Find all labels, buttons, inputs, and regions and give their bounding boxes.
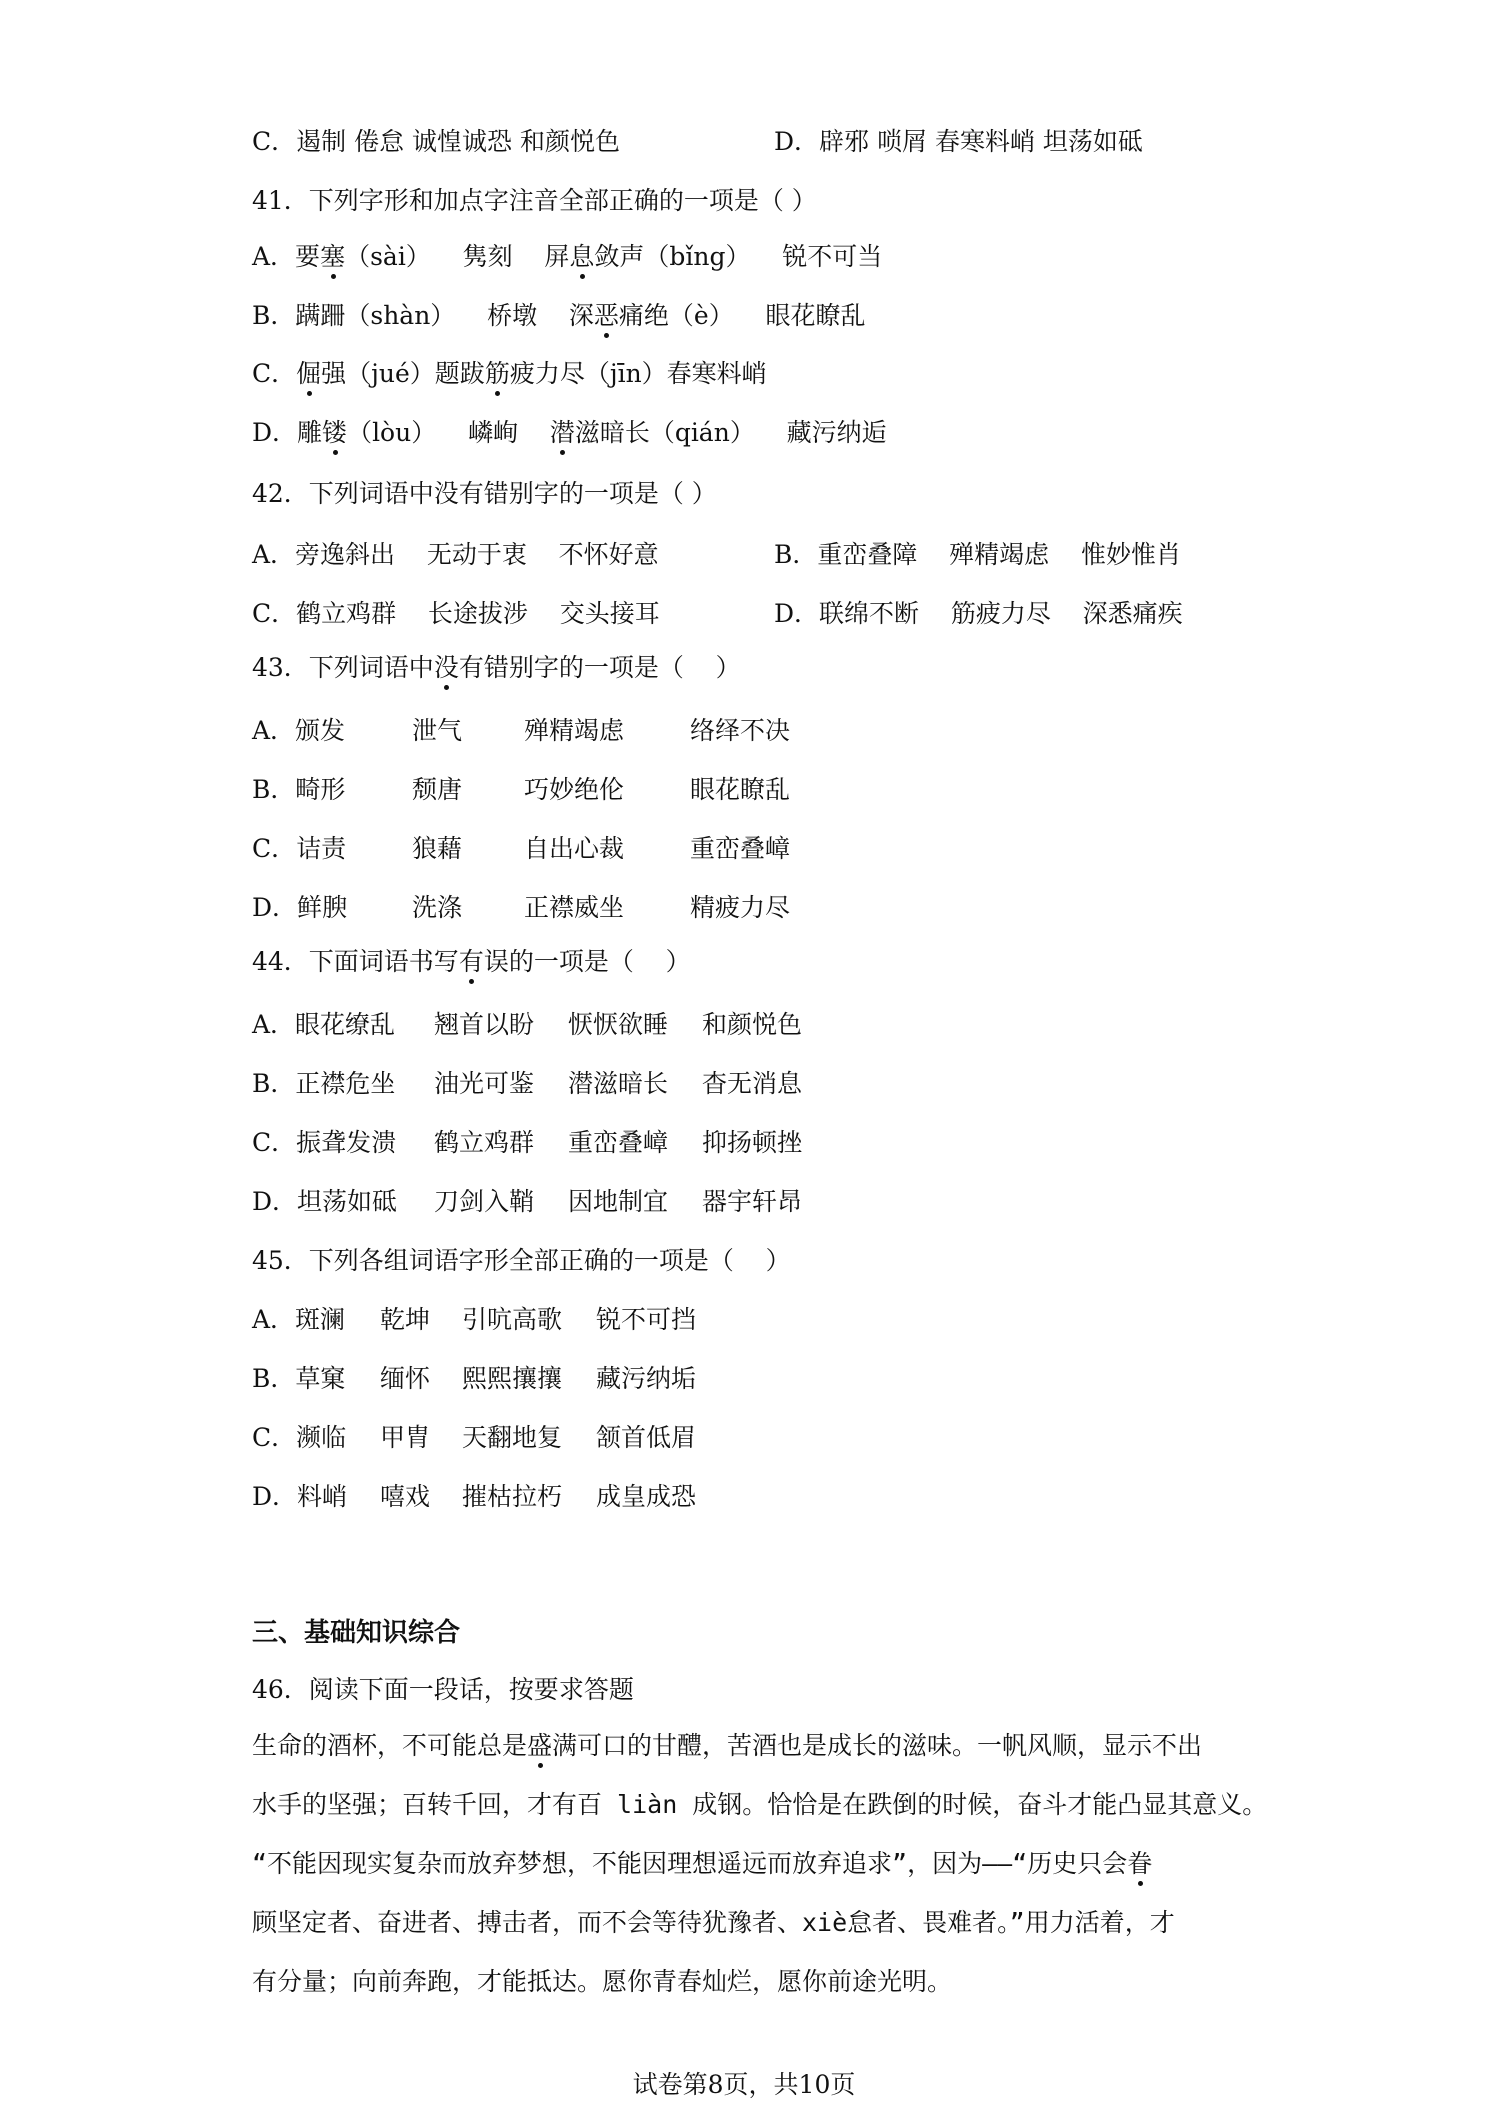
section-heading: 三、基础知识综合 [252,1618,461,1648]
passage-line-5: 有分量；向前奔跑，才能抵达。愿你青春灿烂，愿你前途光明。 [252,1967,953,1996]
q41-option-d: D．雕镂（lòu） 嶙峋 潜滋暗长（qián） 藏污纳逅 [252,418,887,447]
q44-option-d: D．坦荡如砥 刀剑入鞘 因地制宜 器宇轩昂 [252,1187,803,1216]
q44-option-b: B．正襟危坐 油光可鉴 潜滋暗长 杳无消息 [252,1069,803,1098]
q41-option-c: C．倔强（jué）题跋筋疲力尽（jīn）春寒料峭 [252,359,767,388]
q41-option-a: A．要塞（sài） 隽刻 屏息敛声（bǐng） 锐不可当 [252,242,883,271]
q43-option-a: A．颁发 泄气 殚精竭虑 络绎不决 [252,716,791,745]
q42-option-c: C．鹤立鸡群 长途拔涉 交头接耳 [252,599,660,628]
q45-stem: 45．下列各组词语字形全部正确的一项是（ ） [252,1246,791,1275]
q45-option-d: D．料峭 嘻戏 摧枯拉朽 成皇成恐 [252,1482,697,1511]
q42-option-d: D．联绵不断 筋疲力尽 深悉痛疾 [774,599,1183,628]
q41-stem: 41．下列字形和加点字注音全部正确的一项是（ ） [252,186,817,215]
q45-option-b: B．草窠 缅怀 熙熙攘攘 藏污纳垢 [252,1364,697,1393]
q43-option-d: D．鲜腴 洗涤 正襟威坐 精疲力尽 [252,893,791,922]
q43-option-b: B．畸形 颓唐 巧妙绝伦 眼花瞭乱 [252,775,791,804]
q43-option-c: C．诘责 狼藉 自出心裁 重峦叠嶂 [252,834,791,863]
q44-stem: 44．下面词语书写有误的一项是（ ） [252,947,691,976]
q40-option-d: D．辟邪 唢屑 春寒料峭 坦荡如砥 [774,127,1143,156]
q42-option-b: B．重峦叠障 殚精竭虑 惟妙惟肖 [774,540,1181,569]
passage-line-1: 生命的酒杯，不可能总是盛满可口的甘醴，苦酒也是成长的滋味。一帆风顺，显示不出 [252,1731,1203,1760]
page-footer: 试卷第8页，共10页 [632,2070,856,2099]
q41-option-b: B．蹒跚（shàn） 桥墩 深恶痛绝（è） 眼花瞭乱 [252,301,866,330]
passage-line-4: 顾坚定者、奋进者、搏击者，而不会等待犹豫者、xiè怠者、畏难者。”用力活着，才 [252,1908,1175,1937]
q44-option-a: A．眼花缭乱 翘首以盼 恹恹欲睡 和颜悦色 [252,1010,803,1039]
q40-option-c: C．遏制 倦怠 诚惶诚恐 和颜悦色 [252,127,620,156]
q42-option-a: A．旁逸斜出 无动于衷 不怀好意 [252,540,659,569]
q46-stem: 46．阅读下面一段话，按要求答题 [252,1675,634,1704]
q45-option-a: A．斑澜 乾坤 引吭高歌 锐不可挡 [252,1305,697,1334]
q43-stem: 43．下列词语中没有错别字的一项是（ ） [252,653,741,682]
q44-option-c: C．振聋发溃 鹤立鸡群 重峦叠嶂 抑扬顿挫 [252,1128,803,1157]
q42-stem: 42．下列词语中没有错别字的一项是（ ） [252,479,717,508]
q45-option-c: C．濒临 甲胄 天翻地复 颔首低眉 [252,1423,697,1452]
passage-line-3: “不能因现实复杂而放弃梦想，不能因理想遥远而放弃追求”，因为——“历史只会眷 [252,1849,1153,1878]
passage-line-2: 水手的坚强；百转千回，才有百 liàn 成钢。恰恰是在跌倒的时候，奋斗才能凸显其意义。 [252,1790,1268,1819]
